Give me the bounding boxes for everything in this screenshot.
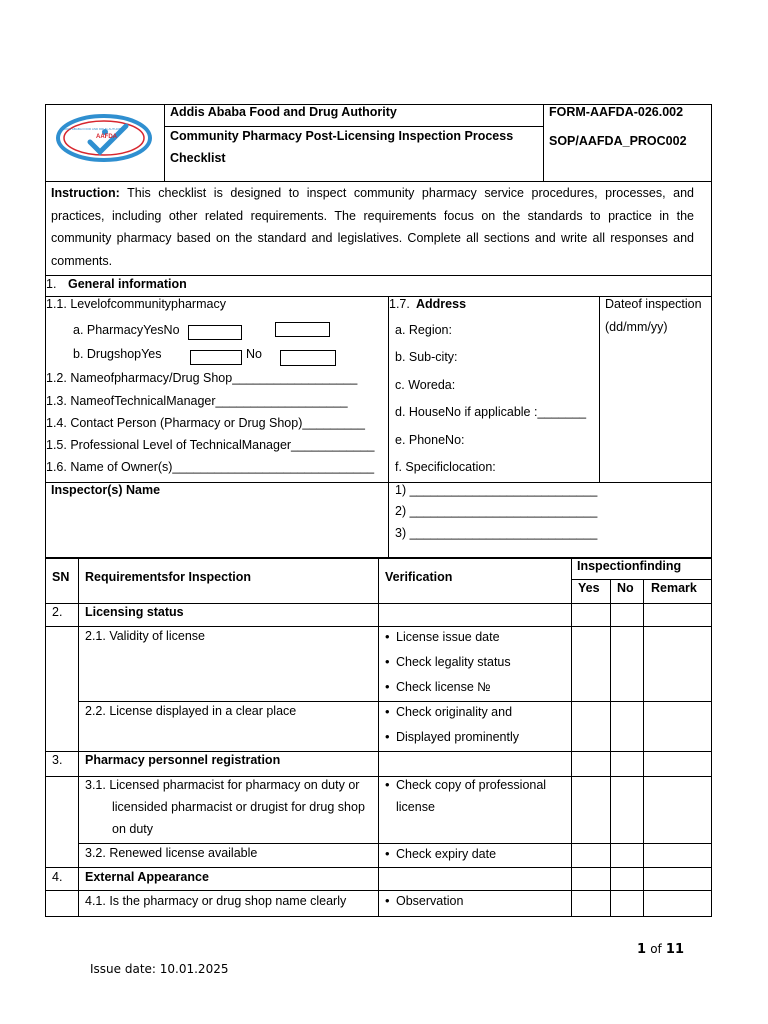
req-2-2: 2.2. License displayed in a clear place — [85, 704, 297, 718]
address-title: Address — [416, 297, 467, 311]
section-4-title: External Appearance — [85, 870, 209, 884]
inspection-date-format: (dd/mm/yy) — [605, 320, 668, 334]
section-3-title: Pharmacy personnel registration — [85, 753, 281, 767]
col-inspection-finding: Inspectionfinding — [577, 559, 682, 573]
address-woreda: c. Woreda: — [395, 378, 456, 392]
form-number: FORM-AAFDA-026.002 — [549, 105, 684, 119]
gi-technical-manager: 1.3. NameofTechnicalManager___________________ — [46, 394, 348, 408]
req-2-1: 2.1. Validity of license — [85, 629, 205, 643]
issue-date: Issue date: 10.01.2025 — [90, 962, 229, 976]
sop-number: SOP/AAFDA_PROC002 — [549, 134, 687, 148]
section-3-number: 3. — [52, 753, 63, 767]
req-4-1: 4.1. Is the pharmacy or drug shop name clearly — [85, 894, 347, 908]
ver-3-1-b: license — [396, 800, 435, 814]
page-current: 1 — [637, 942, 647, 957]
section-4-number: 4. — [52, 870, 63, 884]
gi-drugshop: b. DrugshopYes — [73, 347, 162, 361]
instruction-line-1: This checklist is designed to inspect community pharmacy service procedures, processes, and — [127, 186, 694, 200]
address-region: a. Region: — [395, 323, 452, 337]
inspector-1[interactable]: 1) ___________________________ — [395, 483, 598, 497]
inspector-2[interactable]: 2) ___________________________ — [395, 504, 598, 518]
address-subcity: b. Sub-city: — [395, 350, 458, 364]
address-phone: e. PhoneNo: — [395, 433, 465, 447]
inspector-label: Inspector(s) Name — [51, 483, 161, 497]
drugshop-yes-checkbox[interactable] — [190, 350, 242, 365]
ver-2-2-a: • Check originality and — [396, 705, 512, 719]
req-3-1-line3: on duty — [112, 822, 154, 836]
ver-3-1-a: • Check copy of professional — [396, 778, 546, 792]
checklist-title-line1: Community Pharmacy Post-Licensing Inspection Process — [170, 129, 514, 143]
col-no: No — [617, 581, 634, 595]
gi-level: 1.1. Levelofcommunitypharmacy — [46, 297, 226, 311]
col-remark: Remark — [651, 581, 697, 595]
col-sn: SN — [52, 570, 70, 584]
address-number: 1.7. — [389, 297, 410, 311]
ver-3-2-a: • Check expiry date — [396, 847, 496, 861]
col-requirements: Requirementsfor Inspection — [85, 570, 251, 584]
address-house-no: d. HouseNo if applicable :_______ — [395, 405, 587, 419]
section-2-number: 2. — [52, 605, 63, 619]
instruction-line-3: community pharmacy based on the standard and legislatives. Complete all sections and write all responses and — [51, 231, 694, 245]
inspection-date-label: Dateof inspection — [605, 297, 702, 311]
pharmacy-no-checkbox[interactable] — [275, 322, 330, 337]
ver-2-1-b: • Check legality status — [396, 655, 511, 669]
gi-contact-person: 1.4. Contact Person (Pharmacy or Drug Shop)_________ — [46, 416, 365, 430]
section-2-title: Licensing status — [85, 605, 184, 619]
pharmacy-yes-checkbox[interactable] — [188, 325, 242, 340]
page-of: of — [650, 942, 662, 956]
gi-owner-name: 1.6. Name of Owner(s)_____________________________ — [46, 460, 375, 474]
gi-professional-level: 1.5. Professional Level of TechnicalManager____________ — [46, 438, 375, 452]
general-title: General information — [68, 277, 187, 291]
org-name: Addis Ababa Food and Drug Authority — [170, 105, 397, 119]
ver-2-1-a: • License issue date — [396, 630, 500, 644]
ver-2-2-b: • Displayed prominently — [396, 730, 519, 744]
checklist-title-line2: Checklist — [170, 151, 226, 165]
req-3-1-line1: 3.1. Licensed pharmacist for pharmacy on duty or — [85, 778, 360, 792]
inspector-3[interactable]: 3) ___________________________ — [395, 526, 598, 540]
gi-drugshop-no: No — [246, 347, 262, 361]
instruction-line-4: comments. — [51, 253, 113, 268]
logo-text: AAFDA — [96, 134, 117, 140]
col-yes: Yes — [578, 581, 600, 595]
aafda-logo — [50, 108, 162, 178]
req-3-1-line2: licensided pharmacist or drugist for drug shop — [112, 800, 365, 814]
ver-4-1-a: • Observation — [396, 894, 463, 908]
general-number: 1. — [46, 277, 57, 291]
req-3-2: 3.2. Renewed license available — [85, 846, 258, 860]
instruction-label: Instruction: — [51, 186, 120, 200]
instruction-line-2: practices, including other related requirements. The requirements focus on the standards to practice in the — [51, 208, 694, 223]
page-total: 11 — [665, 942, 684, 957]
logo-small-text: ADDIS ABABA FOOD AND DRUG AUTHORITY — [62, 127, 126, 131]
page-number — [637, 942, 684, 957]
col-verification: Verification — [385, 570, 453, 584]
gi-pharmacy: a. PharmacyYesNo — [73, 323, 180, 337]
drugshop-no-checkbox[interactable] — [280, 350, 336, 366]
gi-pharmacy-name: 1.2. Nameofpharmacy/Drug Shop__________________ — [46, 371, 358, 385]
address-location: f. Specificlocation: — [395, 460, 496, 474]
ver-2-1-c: • Check license № — [396, 680, 491, 694]
